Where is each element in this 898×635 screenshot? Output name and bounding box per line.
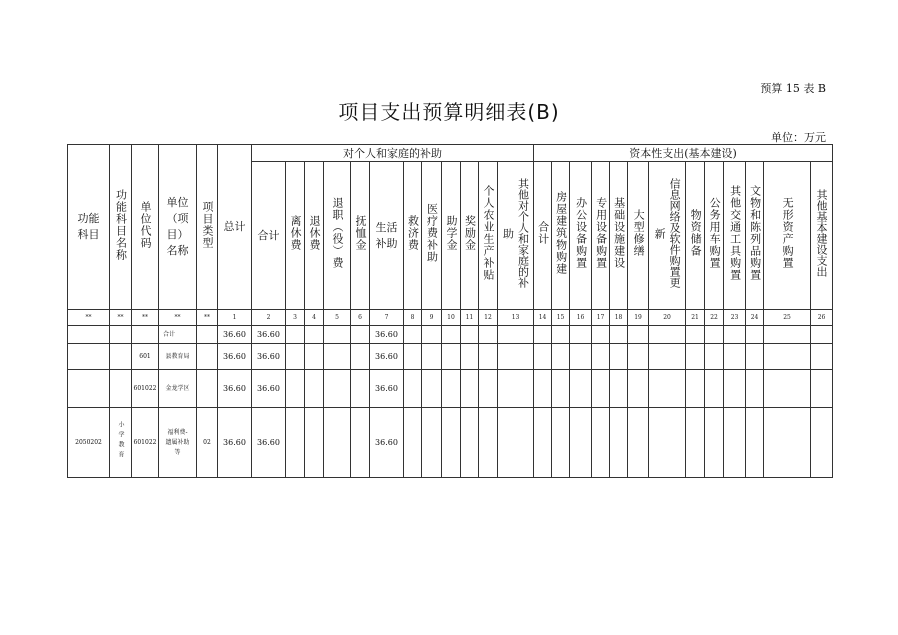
code-marker: ** [68,310,110,326]
header-retire-lx: 离休费 [286,162,305,310]
col-number: 11 [461,310,479,326]
unit-code-cell: 601022 [132,408,159,478]
header-group-row [68,145,833,162]
header-other-personal: 其他对个人和家庭的补助 [498,162,534,310]
project-type-cell: 02 [197,408,218,478]
header-agri: 个人农业生产补贴 [479,162,498,310]
col-number: 16 [570,310,592,326]
col-number: 14 [534,310,552,326]
unit-code-cell: 601 [132,344,159,370]
table-row [68,370,833,408]
project-type-cell [197,344,218,370]
code-marker: ** [197,310,218,326]
page-title: 项目支出预算明细表(B) [338,100,560,124]
budget-table [67,144,833,478]
personal-total-cell: 36.60 [252,326,286,344]
col-number: 10 [442,310,461,326]
col-number: 9 [422,310,442,326]
header-medical: 医疗费补助 [422,162,442,310]
header-special-equip: 专用设备购置 [592,162,610,310]
table-row [68,408,833,478]
code-marker: ** [132,310,159,326]
col-number: 24 [746,310,764,326]
col-number: 6 [351,310,370,326]
header-award: 奖励金 [461,162,479,310]
func-subject-cell: 2050202 [68,408,110,478]
header-info-net: 信息网络及软件购置更新 [649,162,686,310]
header-group-personal: 对个人和家庭的补助 [252,145,534,162]
unit-name-cell: 合计 [159,326,197,344]
func-name-cell: 小学教育 [110,408,132,478]
living-cell: 36.60 [370,344,404,370]
code-row [68,310,833,326]
col-number: 22 [705,310,724,326]
header-func-subject: 功能科目 [68,145,110,310]
header-office-equip: 办公设备购置 [570,162,592,310]
col-number: 5 [324,310,351,326]
col-number: 23 [724,310,746,326]
func-name-cell [110,370,132,408]
header-unit-project-name: 单位（项目）名称 [159,145,197,310]
col-number: 2 [252,310,286,326]
header-infra: 基础设施建设 [610,162,628,310]
header-unit-code: 单位代码 [132,145,159,310]
personal-total-cell: 36.60 [252,408,286,478]
unit-name-cell: 县教育局 [159,344,197,370]
col-number: 21 [686,310,705,326]
header-student-aid: 助学金 [442,162,461,310]
header-project-type: 项目类型 [197,145,218,310]
living-cell: 36.60 [370,326,404,344]
page-code: 预算 15 表 B [760,82,826,95]
project-type-cell [197,370,218,408]
header-living: 生活补助 [370,162,404,310]
func-name-cell [110,326,132,344]
col-number: 13 [498,310,534,326]
col-number: 3 [286,310,305,326]
personal-total-cell: 36.60 [252,370,286,408]
header-intangible: 无形资产购置 [764,162,811,310]
total-cell: 36.60 [218,370,252,408]
col-number: 19 [628,310,649,326]
func-subject-cell [68,326,110,344]
col-number: 7 [370,310,404,326]
unit-name-cell: 福利费-遗属补助等 [159,408,197,478]
table-row [68,326,833,344]
col-number: 25 [764,310,811,326]
func-name-cell [110,344,132,370]
header-pension: 抚恤金 [351,162,370,310]
col-number: 4 [305,310,324,326]
col-number: 12 [479,310,498,326]
header-other-capital: 其他基本建设支出 [811,162,833,310]
header-car: 公务用车购置 [705,162,724,310]
func-subject-cell [68,344,110,370]
unit-label: 单位：万元 [771,131,826,144]
unit-code-cell [132,326,159,344]
header-material: 物资储备 [686,162,705,310]
header-retire-service: 退职（役）费 [324,162,351,310]
col-number: 8 [404,310,422,326]
header-total: 总计 [218,145,252,310]
unit-name-cell: 金龙学区 [159,370,197,408]
col-number: 1 [218,310,252,326]
header-repair: 大型修缮 [628,162,649,310]
total-cell: 36.60 [218,344,252,370]
header-p-total: 合计 [252,162,286,310]
header-func-subject-name: 功能科目名称 [110,145,132,310]
table-row [68,344,833,370]
header-retire-tx: 退休费 [305,162,324,310]
project-type-cell [197,326,218,344]
living-cell: 36.60 [370,408,404,478]
personal-total-cell: 36.60 [252,344,286,370]
code-marker: ** [159,310,197,326]
header-artifacts: 文物和陈列品购置 [746,162,764,310]
col-number: 17 [592,310,610,326]
header-group-capital: 资本性支出(基本建设) [534,145,833,162]
header-c-total: 合计 [534,162,552,310]
col-number: 18 [610,310,628,326]
header-relief: 救济费 [404,162,422,310]
unit-code-cell: 601022 [132,370,159,408]
total-cell: 36.60 [218,408,252,478]
col-number: 26 [811,310,833,326]
col-number: 20 [649,310,686,326]
living-cell: 36.60 [370,370,404,408]
total-cell: 36.60 [218,326,252,344]
func-subject-cell [68,370,110,408]
header-transport: 其他交通工具购置 [724,162,746,310]
col-number: 15 [552,310,570,326]
code-marker: ** [110,310,132,326]
header-housing: 房屋建筑物购建 [552,162,570,310]
